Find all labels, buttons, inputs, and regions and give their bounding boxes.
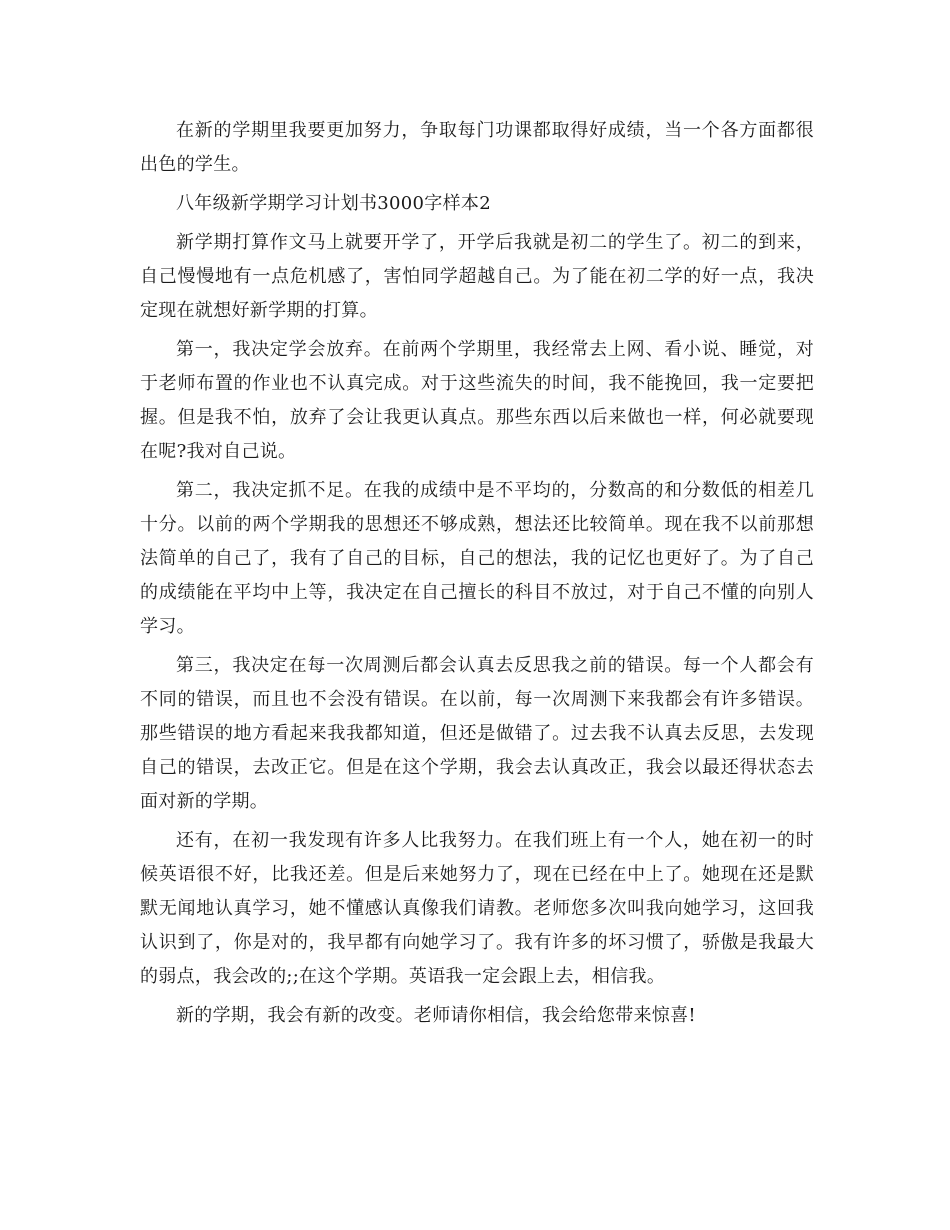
paragraph-6: 还有，在初一我发现有许多人比我努力。在我们班上有一个人，她在初一的时候英语很不好，比我还差。但是后来她努力了，现在已经在中上了。她现在还是默默无闻地认真学习，她不懂感认真像我们请教。老师您多次叫我向她学习，这回我认识到了，你是对的，我早都有向她学习了。我有许多的坏习惯了，骄傲是我最大的弱点，我会改的;;在这个学期。英语我一定会跟上去，相信我。 — [140, 830, 814, 987]
section-title: 八年级新学期学习计划书3000字样本2 — [176, 193, 491, 214]
paragraph-5: 第三，我决定在每一次周测后都会认真去反思我之前的错误。每一个人都会有不同的错误，而且也不会没有错误。在以前，每一次周测下来我都会有许多错误。那些错误的地方看起来我我都知道，但还是做错了。过去我不认真去反思，去发现自己的错误，去改正它。但是在这个学期，我会去认真改正，我会以最还得状态去面对新的学期。 — [140, 655, 814, 812]
paragraph-2: 新学期打算作文马上就要开学了，开学后我就是初二的学生了。初二的到来，自己慢慢地有一点危机感了，害怕同学超越自己。为了能在初二学的好一点，我决定现在就想好新学期的打算。 — [140, 232, 814, 321]
document-page — [140, 114, 814, 1038]
paragraph-3: 第一，我决定学会放弃。在前两个学期里，我经常去上网、看小说、睡觉，对于老师布置的作业也不认真完成。对于这些流失的时间，我不能挽回，我一定要把握。但是我不怕，放弃了会让我更认真点。那些东西以后来做也一样，何必就要现在呢?我对自己说。 — [140, 339, 814, 462]
paragraph-1: 在新的学期里我要更加努力，争取每门功课都取得好成绩，当一个各方面都很出色的学生。 — [140, 120, 814, 175]
paragraph-4: 第二，我决定抓不足。在我的成绩中是不平均的，分数高的和分数低的相差几十分。以前的两个学期我的思想还不够成熟，想法还比较简单。现在我不以前那想法简单的自己了，我有了自己的目标，自己的想法，我的记忆也更好了。为了自己的成绩能在平均中上等，我决定在自己擅长的科目不放过，对于自己不懂的向别人学习。 — [140, 480, 814, 637]
paragraph-7: 新的学期，我会有新的改变。老师请你相信，我会给您带来惊喜! — [176, 1005, 696, 1026]
